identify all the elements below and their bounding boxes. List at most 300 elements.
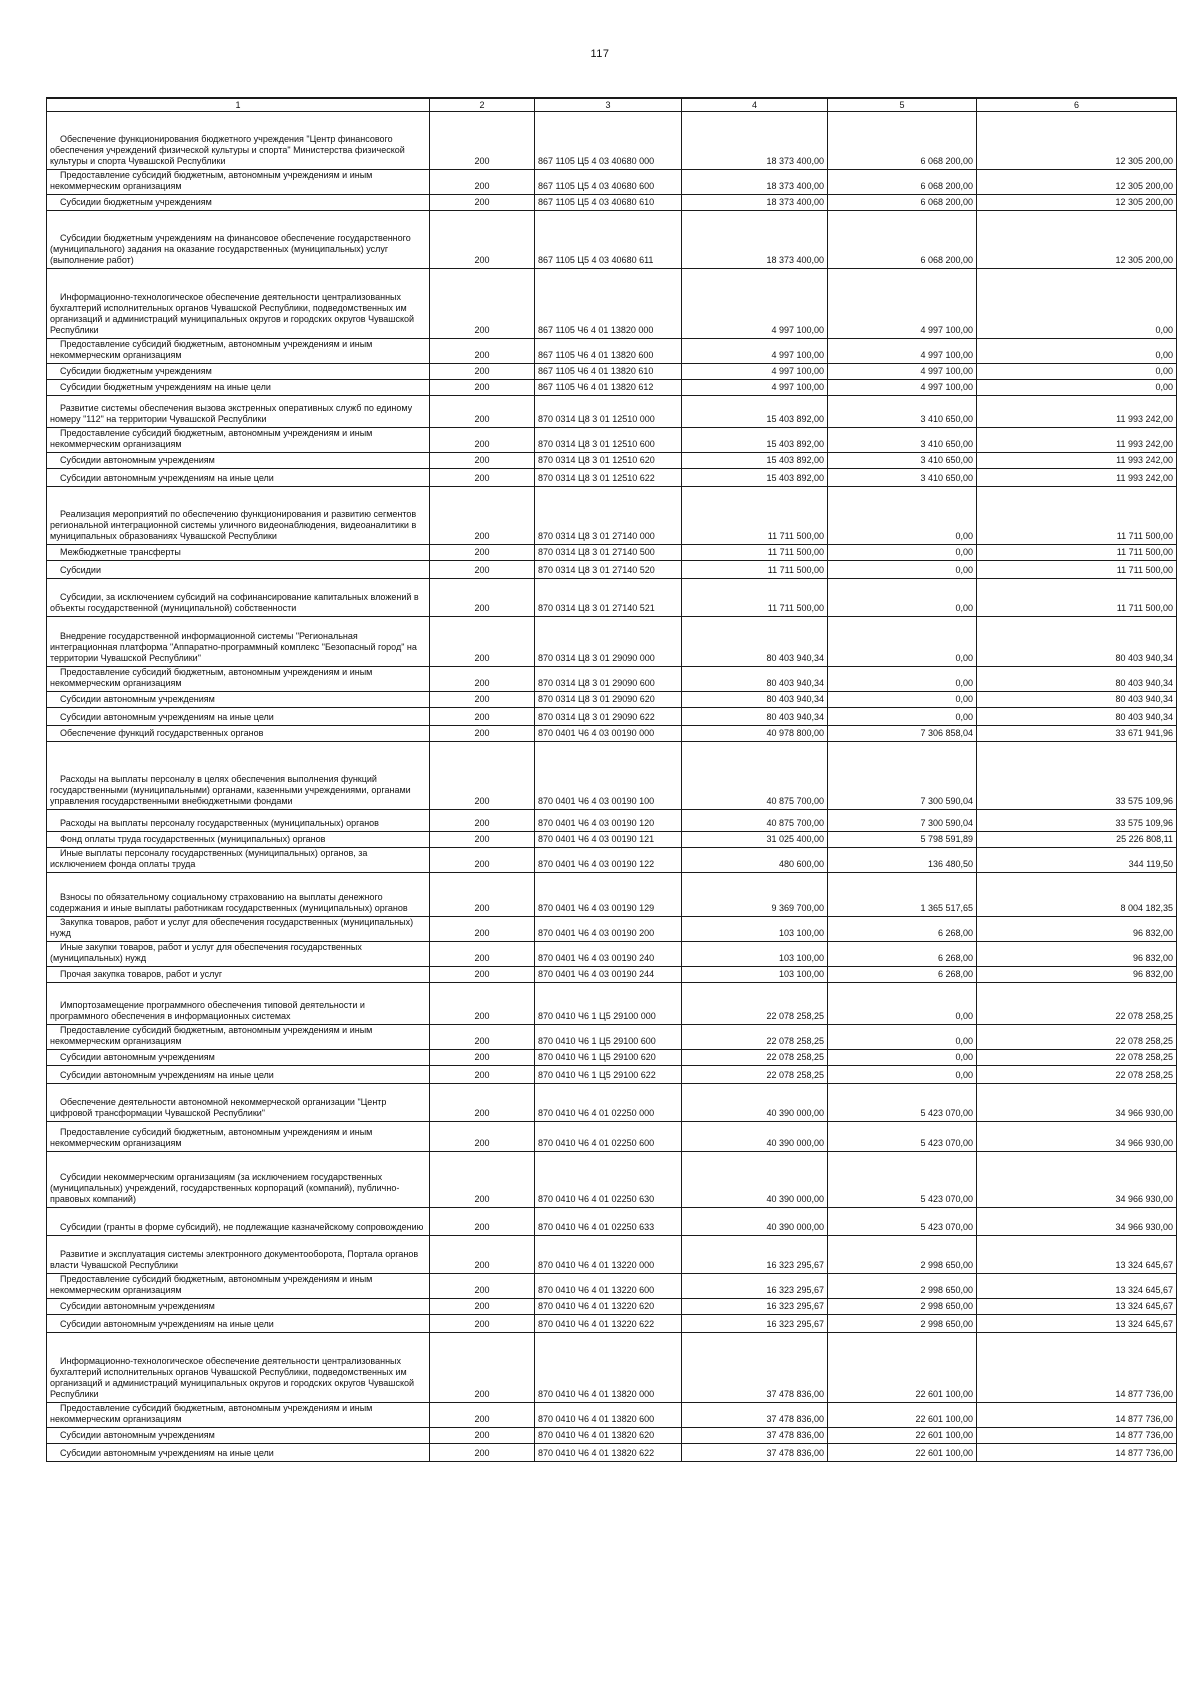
- row-name-text: Обеспечение функций государственных органов: [60, 728, 264, 738]
- row-value-col6: 33 671 941,96: [977, 726, 1177, 742]
- row-name: [47, 917, 430, 942]
- row-value-col4: 40 978 800,00: [682, 726, 828, 742]
- table-row: [47, 269, 1177, 339]
- row-classification-code: 870 0314 Ц8 3 01 29090 600: [535, 667, 682, 692]
- table-row: [47, 170, 1177, 195]
- row-name-text: Иные выплаты персоналу государственных (муниципальных) органов, за исключением фонда оплаты труда: [50, 848, 368, 869]
- row-value-col6: 0,00: [977, 269, 1177, 339]
- row-value-col5: 1 365 517,65: [828, 873, 977, 917]
- row-name: [47, 1274, 430, 1299]
- row-value-col5: 0,00: [828, 1066, 977, 1084]
- row-classification-code: 870 0410 Ч6 4 01 13220 620: [535, 1299, 682, 1315]
- row-name: [47, 1428, 430, 1444]
- row-classification-code: 870 0314 Ц8 3 01 12510 622: [535, 469, 682, 487]
- row-value-col4: 16 323 295,67: [682, 1274, 828, 1299]
- row-value-col5: 22 601 100,00: [828, 1444, 977, 1462]
- row-name-text: Субсидии автономным учреждениям: [60, 1430, 215, 1440]
- row-value-col4: 4 997 100,00: [682, 339, 828, 364]
- row-value-col5: 4 997 100,00: [828, 364, 977, 380]
- table-row: [47, 742, 1177, 810]
- row-code: 200: [430, 917, 535, 942]
- row-code: 200: [430, 1122, 535, 1152]
- row-value-col6: 80 403 940,34: [977, 667, 1177, 692]
- row-value-col6: 13 324 645,67: [977, 1274, 1177, 1299]
- row-code: 200: [430, 1274, 535, 1299]
- table-row: [47, 692, 1177, 708]
- row-code: 200: [430, 1299, 535, 1315]
- table-row: [47, 195, 1177, 211]
- table-row: [47, 561, 1177, 579]
- table-row: [47, 112, 1177, 170]
- row-code: 200: [430, 1050, 535, 1066]
- row-classification-code: 870 0410 Ч6 1 Ц5 29100 620: [535, 1050, 682, 1066]
- row-value-col6: 11 711 500,00: [977, 561, 1177, 579]
- row-code: 200: [430, 1025, 535, 1050]
- row-value-col5: 7 306 858,04: [828, 726, 977, 742]
- row-classification-code: 870 0410 Ч6 1 Ц5 29100 622: [535, 1066, 682, 1084]
- row-name-text: Субсидии бюджетным учреждениям: [60, 197, 212, 207]
- row-name-text: Межбюджетные трансферты: [60, 547, 181, 557]
- table-row: [47, 545, 1177, 561]
- column-header: 3: [535, 98, 682, 112]
- row-name: [47, 195, 430, 211]
- row-code: 200: [430, 469, 535, 487]
- table-row: [47, 487, 1177, 545]
- row-value-col4: 4 997 100,00: [682, 269, 828, 339]
- row-value-col5: 22 601 100,00: [828, 1403, 977, 1428]
- row-value-col6: 22 078 258,25: [977, 1025, 1177, 1050]
- row-value-col5: 3 410 650,00: [828, 428, 977, 453]
- row-classification-code: 870 0314 Ц8 3 01 12510 600: [535, 428, 682, 453]
- row-value-col6: 22 078 258,25: [977, 1050, 1177, 1066]
- row-classification-code: 870 0314 Ц8 3 01 12510 000: [535, 396, 682, 428]
- table-row: [47, 211, 1177, 269]
- row-value-col4: 40 390 000,00: [682, 1084, 828, 1122]
- row-value-col5: 5 423 070,00: [828, 1208, 977, 1236]
- row-value-col5: 0,00: [828, 692, 977, 708]
- row-value-col4: 37 478 836,00: [682, 1333, 828, 1403]
- row-classification-code: 870 0314 Ц8 3 01 29090 622: [535, 708, 682, 726]
- row-classification-code: 867 1105 Ц5 4 03 40680 611: [535, 211, 682, 269]
- row-value-col6: 80 403 940,34: [977, 708, 1177, 726]
- row-value-col6: 80 403 940,34: [977, 617, 1177, 667]
- row-name-text: Информационно-технологическое обеспечение деятельности централизованных бухгалтерий исполнительных органов Чувашской Республики, подведомственных им организаций и администраций муниципальных округов и городских округов Чувашской Республики: [50, 292, 415, 335]
- row-value-col4: 22 078 258,25: [682, 1025, 828, 1050]
- row-value-col6: 34 966 930,00: [977, 1084, 1177, 1122]
- table-row: [47, 1299, 1177, 1315]
- row-name: [47, 1444, 430, 1462]
- row-name-text: Субсидии автономным учреждениям на иные цели: [60, 473, 274, 483]
- row-name: [47, 579, 430, 617]
- row-classification-code: 870 0410 Ч6 4 01 02250 633: [535, 1208, 682, 1236]
- row-value-col6: 14 877 736,00: [977, 1403, 1177, 1428]
- row-name-text: Субсидии: [60, 565, 101, 575]
- table-row: [47, 339, 1177, 364]
- row-classification-code: 870 0410 Ч6 1 Ц5 29100 000: [535, 983, 682, 1025]
- row-classification-code: 870 0401 Ч6 4 03 00190 120: [535, 810, 682, 832]
- table-row: [47, 1066, 1177, 1084]
- row-value-col4: 37 478 836,00: [682, 1444, 828, 1462]
- column-header: 2: [430, 98, 535, 112]
- row-classification-code: 870 0401 Ч6 4 03 00190 240: [535, 942, 682, 967]
- row-classification-code: 870 0410 Ч6 4 01 13820 620: [535, 1428, 682, 1444]
- row-name: [47, 211, 430, 269]
- table-row: [47, 617, 1177, 667]
- row-name: [47, 269, 430, 339]
- row-value-col6: 0,00: [977, 380, 1177, 396]
- row-code: 200: [430, 561, 535, 579]
- row-value-col4: 4 997 100,00: [682, 364, 828, 380]
- row-value-col6: 34 966 930,00: [977, 1208, 1177, 1236]
- row-name: [47, 1084, 430, 1122]
- column-header: 4: [682, 98, 828, 112]
- row-code: 200: [430, 848, 535, 873]
- row-classification-code: 870 0401 Ч6 4 03 00190 000: [535, 726, 682, 742]
- table-row: [47, 967, 1177, 983]
- row-value-col6: 34 966 930,00: [977, 1122, 1177, 1152]
- row-value-col4: 15 403 892,00: [682, 453, 828, 469]
- row-value-col6: 25 226 808,11: [977, 832, 1177, 848]
- column-header: 5: [828, 98, 977, 112]
- row-code: 200: [430, 1444, 535, 1462]
- row-value-col6: 80 403 940,34: [977, 692, 1177, 708]
- table-row: [47, 364, 1177, 380]
- row-value-col5: 4 997 100,00: [828, 380, 977, 396]
- row-code: 200: [430, 742, 535, 810]
- row-name-text: Внедрение государственной информационной системы "Региональная интеграционная платформа "Аппаратно-программный комплекс "Безопасный город" на территории Чувашской Республики": [50, 631, 417, 663]
- table-row: [47, 832, 1177, 848]
- row-name-text: Субсидии автономным учреждениям на иные цели: [60, 1070, 274, 1080]
- row-name: [47, 545, 430, 561]
- page-number: 117: [590, 48, 610, 60]
- row-value-col5: 5 423 070,00: [828, 1152, 977, 1208]
- row-name-text: Субсидии бюджетным учреждениям на финансовое обеспечение государственного (муниципального) задания на оказание государственных (муниципальных) услуг (выполнение работ): [50, 233, 411, 265]
- row-classification-code: 870 0314 Ц8 3 01 27140 520: [535, 561, 682, 579]
- row-code: 200: [430, 1084, 535, 1122]
- row-name: [47, 487, 430, 545]
- row-code: 200: [430, 1152, 535, 1208]
- row-code: 200: [430, 667, 535, 692]
- row-value-col5: 4 997 100,00: [828, 339, 977, 364]
- row-code: 200: [430, 1403, 535, 1428]
- row-name-text: Обеспечение функционирования бюджетного учреждения "Центр финансового обеспечения учреждений физической культуры и спорта" Министерства физической культуры и спорта Чувашской Республики: [50, 134, 405, 166]
- row-code: 200: [430, 112, 535, 170]
- row-value-col6: 12 305 200,00: [977, 195, 1177, 211]
- row-code: 200: [430, 269, 535, 339]
- column-header: 6: [977, 98, 1177, 112]
- row-name-text: Предоставление субсидий бюджетным, автономным учреждениям и иным некоммерческим организациям: [50, 1274, 373, 1295]
- row-value-col5: 3 410 650,00: [828, 469, 977, 487]
- row-name-text: Расходы на выплаты персоналу в целях обеспечения выполнения функций государственными (муниципальными) органами, казенными учреждениями, органами управления государственными внебюджетными фондами: [50, 774, 411, 806]
- row-value-col6: 11 993 242,00: [977, 428, 1177, 453]
- row-value-col4: 80 403 940,34: [682, 617, 828, 667]
- table-row: [47, 917, 1177, 942]
- row-name-text: Субсидии бюджетным учреждениям: [60, 366, 212, 376]
- row-name-text: Предоставление субсидий бюджетным, автономным учреждениям и иным некоммерческим организациям: [50, 428, 373, 449]
- table-row: [47, 579, 1177, 617]
- row-name-text: Субсидии (гранты в форме субсидий), не подлежащие казначейскому сопровождению: [60, 1222, 424, 1232]
- row-name-text: Предоставление субсидий бюджетным, автономным учреждениям и иным некоммерческим организациям: [50, 170, 373, 191]
- row-name: [47, 810, 430, 832]
- table-row: [47, 1236, 1177, 1274]
- row-value-col5: 7 300 590,04: [828, 742, 977, 810]
- row-name: [47, 112, 430, 170]
- row-name: [47, 396, 430, 428]
- row-classification-code: 870 0314 Ц8 3 01 27140 521: [535, 579, 682, 617]
- row-value-col4: 16 323 295,67: [682, 1236, 828, 1274]
- row-classification-code: 870 0410 Ч6 4 01 02250 630: [535, 1152, 682, 1208]
- row-classification-code: 870 0410 Ч6 4 01 13820 600: [535, 1403, 682, 1428]
- row-classification-code: 870 0410 Ч6 1 Ц5 29100 600: [535, 1025, 682, 1050]
- table-body: [47, 112, 1177, 1462]
- row-code: 200: [430, 1066, 535, 1084]
- row-classification-code: 867 1105 Ч6 4 01 13820 000: [535, 269, 682, 339]
- row-value-col5: 0,00: [828, 708, 977, 726]
- row-code: 200: [430, 545, 535, 561]
- row-code: 200: [430, 942, 535, 967]
- row-code: 200: [430, 211, 535, 269]
- row-name-text: Субсидии автономным учреждениям: [60, 1301, 215, 1311]
- row-value-col4: 15 403 892,00: [682, 396, 828, 428]
- row-value-col4: 31 025 400,00: [682, 832, 828, 848]
- row-classification-code: 870 0401 Ч6 4 03 00190 100: [535, 742, 682, 810]
- row-value-col6: 11 993 242,00: [977, 453, 1177, 469]
- row-name-text: Предоставление субсидий бюджетным, автономным учреждениям и иным некоммерческим организациям: [50, 1403, 373, 1424]
- row-value-col6: 13 324 645,67: [977, 1236, 1177, 1274]
- row-value-col6: 14 877 736,00: [977, 1333, 1177, 1403]
- row-classification-code: 870 0401 Ч6 4 03 00190 129: [535, 873, 682, 917]
- row-name: [47, 1122, 430, 1152]
- row-name-text: Субсидии автономным учреждениям на иные цели: [60, 712, 274, 722]
- table-row: [47, 810, 1177, 832]
- row-name-text: Субсидии автономным учреждениям: [60, 455, 215, 465]
- row-code: 200: [430, 380, 535, 396]
- row-value-col4: 4 997 100,00: [682, 380, 828, 396]
- row-value-col5: 0,00: [828, 561, 977, 579]
- row-value-col5: 6 068 200,00: [828, 170, 977, 195]
- row-value-col4: 11 711 500,00: [682, 579, 828, 617]
- row-name: [47, 708, 430, 726]
- row-value-col5: 7 300 590,04: [828, 810, 977, 832]
- row-name: [47, 1299, 430, 1315]
- row-value-col6: 11 993 242,00: [977, 396, 1177, 428]
- row-code: 200: [430, 726, 535, 742]
- table-row: [47, 848, 1177, 873]
- row-name: [47, 1315, 430, 1333]
- table-row: [47, 1152, 1177, 1208]
- row-value-col5: 0,00: [828, 1050, 977, 1066]
- row-value-col5: 0,00: [828, 1025, 977, 1050]
- row-value-col4: 18 373 400,00: [682, 170, 828, 195]
- row-value-col4: 22 078 258,25: [682, 983, 828, 1025]
- row-value-col5: 2 998 650,00: [828, 1315, 977, 1333]
- row-value-col6: 13 324 645,67: [977, 1299, 1177, 1315]
- table-row: [47, 396, 1177, 428]
- row-name-text: Субсидии бюджетным учреждениям на иные цели: [60, 382, 271, 392]
- row-name: [47, 561, 430, 579]
- row-name: [47, 617, 430, 667]
- row-value-col5: 2 998 650,00: [828, 1299, 977, 1315]
- row-name-text: Информационно-технологическое обеспечение деятельности централизованных бухгалтерий исполнительных органов Чувашской Республики, подведомственных им организаций и администраций муниципальных округов и городских округов Чувашской Республики: [50, 1356, 415, 1399]
- row-value-col4: 11 711 500,00: [682, 561, 828, 579]
- row-code: 200: [430, 170, 535, 195]
- row-value-col4: 103 100,00: [682, 942, 828, 967]
- row-value-col4: 37 478 836,00: [682, 1428, 828, 1444]
- row-value-col4: 11 711 500,00: [682, 487, 828, 545]
- row-value-col6: 12 305 200,00: [977, 211, 1177, 269]
- row-name: [47, 692, 430, 708]
- row-name: [47, 873, 430, 917]
- row-code: 200: [430, 487, 535, 545]
- table-row: [47, 667, 1177, 692]
- table-row: [47, 1403, 1177, 1428]
- row-code: 200: [430, 364, 535, 380]
- table-row: [47, 1428, 1177, 1444]
- row-name: [47, 1236, 430, 1274]
- row-value-col6: 0,00: [977, 339, 1177, 364]
- row-code: 200: [430, 832, 535, 848]
- row-value-col4: 80 403 940,34: [682, 692, 828, 708]
- row-name-text: Предоставление субсидий бюджетным, автономным учреждениям и иным некоммерческим организациям: [50, 667, 373, 688]
- table-row: [47, 873, 1177, 917]
- row-value-col4: 16 323 295,67: [682, 1299, 828, 1315]
- row-name: [47, 967, 430, 983]
- row-name-text: Расходы на выплаты персоналу государственных (муниципальных) органов: [60, 818, 379, 828]
- row-value-col6: 14 877 736,00: [977, 1428, 1177, 1444]
- row-value-col4: 22 078 258,25: [682, 1066, 828, 1084]
- row-name-text: Предоставление субсидий бюджетным, автономным учреждениям и иным некоммерческим организациям: [50, 1127, 373, 1148]
- row-name-text: Субсидии автономным учреждениям на иные цели: [60, 1319, 274, 1329]
- row-value-col6: 14 877 736,00: [977, 1444, 1177, 1462]
- row-code: 200: [430, 983, 535, 1025]
- row-code: 200: [430, 708, 535, 726]
- row-name: [47, 339, 430, 364]
- row-value-col5: 6 068 200,00: [828, 195, 977, 211]
- budget-table: [46, 97, 1177, 1462]
- row-value-col5: 0,00: [828, 983, 977, 1025]
- table-row: [47, 453, 1177, 469]
- row-name-text: Субсидии автономным учреждениям на иные цели: [60, 1448, 274, 1458]
- row-value-col5: 2 998 650,00: [828, 1274, 977, 1299]
- table-row: [47, 428, 1177, 453]
- row-name-text: Импортозамещение программного обеспечения типовой деятельности и программного обеспечения в информационных системах: [50, 1000, 365, 1021]
- row-value-col5: 5 423 070,00: [828, 1084, 977, 1122]
- table-row: [47, 1122, 1177, 1152]
- row-value-col5: 6 268,00: [828, 917, 977, 942]
- table-row: [47, 1084, 1177, 1122]
- row-name-text: Прочая закупка товаров, работ и услуг: [60, 969, 223, 979]
- row-value-col4: 103 100,00: [682, 917, 828, 942]
- row-classification-code: 867 1105 Ч6 4 01 13820 600: [535, 339, 682, 364]
- row-name-text: Субсидии некоммерческим организациям (за исключением государственных (муниципальных) учреждений, государственных корпораций (компаний), публично-правовых компаний): [50, 1172, 400, 1204]
- table-row: [47, 726, 1177, 742]
- row-value-col6: 96 832,00: [977, 967, 1177, 983]
- row-value-col6: 0,00: [977, 364, 1177, 380]
- row-name: [47, 428, 430, 453]
- row-code: 200: [430, 692, 535, 708]
- row-value-col5: 22 601 100,00: [828, 1428, 977, 1444]
- row-name: [47, 726, 430, 742]
- row-value-col4: 15 403 892,00: [682, 469, 828, 487]
- row-value-col4: 103 100,00: [682, 967, 828, 983]
- row-code: 200: [430, 396, 535, 428]
- row-value-col6: 96 832,00: [977, 942, 1177, 967]
- row-code: 200: [430, 428, 535, 453]
- row-classification-code: 870 0314 Ц8 3 01 27140 000: [535, 487, 682, 545]
- row-name: [47, 832, 430, 848]
- row-name: [47, 667, 430, 692]
- row-value-col6: 96 832,00: [977, 917, 1177, 942]
- row-name: [47, 1403, 430, 1428]
- row-value-col6: 13 324 645,67: [977, 1315, 1177, 1333]
- table-row: [47, 469, 1177, 487]
- row-name-text: Субсидии автономным учреждениям: [60, 1052, 215, 1062]
- row-classification-code: 870 0401 Ч6 4 03 00190 244: [535, 967, 682, 983]
- row-name-text: Развитие и эксплуатация системы электронного документооборота, Портала органов власти Чувашской Республики: [50, 1249, 419, 1270]
- row-value-col6: 11 711 500,00: [977, 545, 1177, 561]
- row-name: [47, 1208, 430, 1236]
- table-row: [47, 983, 1177, 1025]
- table-row: [47, 1050, 1177, 1066]
- row-value-col6: 11 711 500,00: [977, 579, 1177, 617]
- row-value-col4: 22 078 258,25: [682, 1050, 828, 1066]
- row-classification-code: 867 1105 Ч6 4 01 13820 612: [535, 380, 682, 396]
- row-name: [47, 469, 430, 487]
- row-value-col6: 344 119,50: [977, 848, 1177, 873]
- row-name-text: Предоставление субсидий бюджетным, автономным учреждениям и иным некоммерческим организациям: [50, 1025, 373, 1046]
- row-classification-code: 870 0314 Ц8 3 01 29090 000: [535, 617, 682, 667]
- row-value-col4: 15 403 892,00: [682, 428, 828, 453]
- row-value-col5: 4 997 100,00: [828, 269, 977, 339]
- row-value-col5: 6 268,00: [828, 967, 977, 983]
- row-code: 200: [430, 195, 535, 211]
- row-value-col6: 12 305 200,00: [977, 112, 1177, 170]
- row-value-col4: 18 373 400,00: [682, 211, 828, 269]
- table-row: [47, 1315, 1177, 1333]
- row-name-text: Обеспечение деятельности автономной некоммерческой организации "Центр цифровой трансформации Чувашской Республики": [50, 1097, 387, 1118]
- row-value-col4: 37 478 836,00: [682, 1403, 828, 1428]
- row-classification-code: 867 1105 Ч6 4 01 13820 610: [535, 364, 682, 380]
- row-name: [47, 848, 430, 873]
- row-name-text: Закупка товаров, работ и услуг для обеспечения государственных (муниципальных) нужд: [50, 917, 414, 938]
- row-value-col6: 11 993 242,00: [977, 469, 1177, 487]
- row-value-col5: 22 601 100,00: [828, 1333, 977, 1403]
- row-classification-code: 870 0410 Ч6 4 01 13220 622: [535, 1315, 682, 1333]
- row-value-col5: 0,00: [828, 487, 977, 545]
- row-value-col4: 18 373 400,00: [682, 195, 828, 211]
- row-value-col4: 80 403 940,34: [682, 708, 828, 726]
- row-value-col4: 40 390 000,00: [682, 1122, 828, 1152]
- row-classification-code: 867 1105 Ц5 4 03 40680 610: [535, 195, 682, 211]
- row-value-col4: 16 323 295,67: [682, 1315, 828, 1333]
- row-value-col6: 22 078 258,25: [977, 1066, 1177, 1084]
- table-row: [47, 1333, 1177, 1403]
- row-name-text: Субсидии автономным учреждениям: [60, 694, 215, 704]
- row-code: 200: [430, 339, 535, 364]
- row-code: 200: [430, 967, 535, 983]
- row-value-col5: 0,00: [828, 617, 977, 667]
- row-value-col4: 80 403 940,34: [682, 667, 828, 692]
- row-value-col5: 5 423 070,00: [828, 1122, 977, 1152]
- row-name: [47, 983, 430, 1025]
- row-name: [47, 364, 430, 380]
- row-value-col4: 11 711 500,00: [682, 545, 828, 561]
- row-classification-code: 870 0401 Ч6 4 03 00190 122: [535, 848, 682, 873]
- row-value-col4: 40 390 000,00: [682, 1152, 828, 1208]
- row-code: 200: [430, 1333, 535, 1403]
- table-row: [47, 1444, 1177, 1462]
- row-value-col5: 136 480,50: [828, 848, 977, 873]
